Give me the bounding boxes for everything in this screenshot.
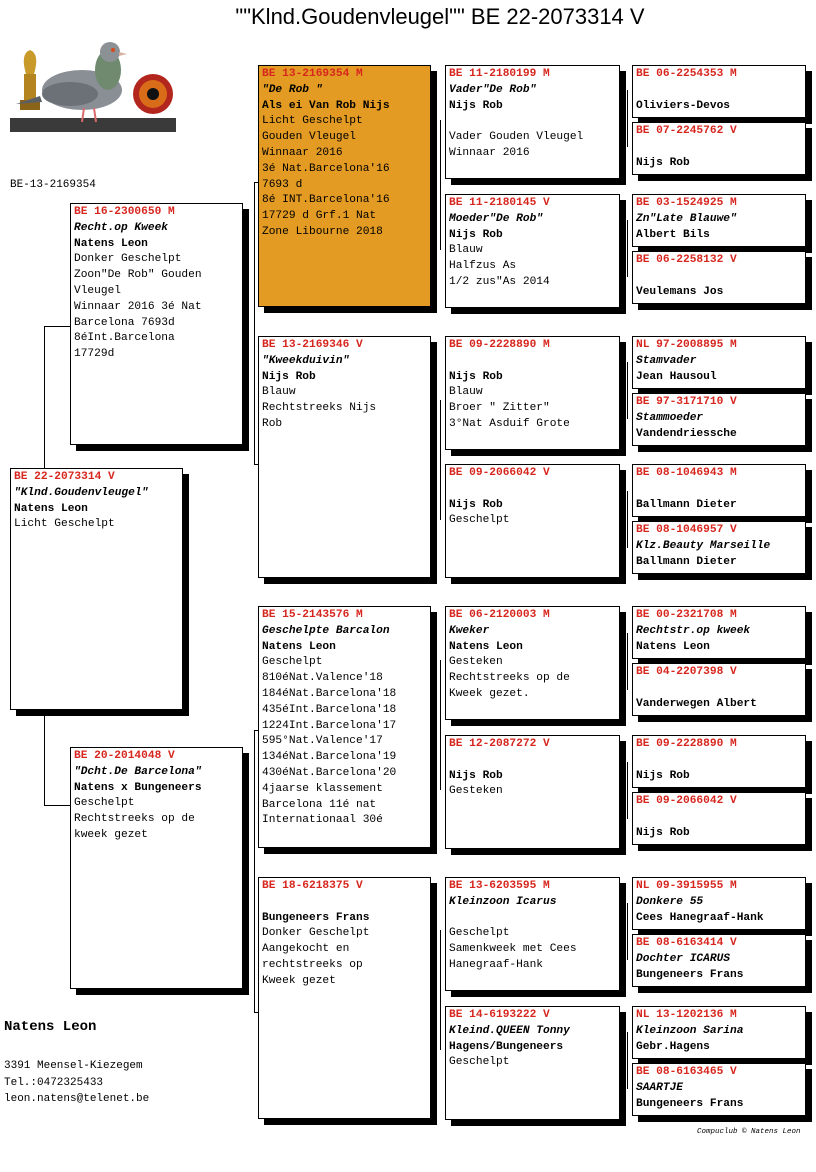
pedigree-card-sire[interactable] (70, 203, 243, 445)
breeder-name: Oliviers-Devos (636, 99, 730, 112)
connector-line (44, 326, 45, 469)
ring-number: BE 08-1046943 M (636, 467, 737, 479)
blank-line (449, 753, 616, 769)
ring-number: NL 97-2008895 M (636, 339, 737, 351)
info-line: Geschelpt (449, 927, 510, 940)
info-line: 17729 d Grf.1 Nat (262, 210, 377, 223)
pigeon-name: Kleind.QUEEN Tonny (449, 1024, 570, 1037)
connector-line (627, 220, 628, 277)
info-line: Aangekocht en (262, 943, 350, 956)
ring-number: BE 14-6193222 V (449, 1009, 550, 1021)
breeder-name: Ballmann Dieter (636, 498, 737, 511)
pigeon-name: Stamvader (636, 354, 697, 367)
info-line: Vleugel (74, 284, 121, 297)
info-line: Blauw (449, 244, 483, 257)
pedigree-card-gen4[interactable] (632, 393, 806, 446)
connector-line (627, 633, 628, 690)
ring-number: BE 20-2014048 V (74, 750, 175, 762)
pedigree-card-gen3[interactable] (445, 464, 620, 578)
ring-number: BE 06-2254353 M (636, 68, 737, 80)
info-line: Geschelpt (262, 656, 323, 669)
pigeon-logo-icon (10, 14, 176, 132)
info-line: Winnaar 2016 3é Nat (74, 300, 202, 313)
info-line: 134éNat.Barcelona'19 (262, 751, 397, 764)
blank-line (636, 83, 802, 99)
pigeon-name: Geschelpte Barcalon (262, 624, 390, 637)
connector-line (440, 400, 441, 520)
info-line: 3é Nat.Barcelona'16 (262, 162, 390, 175)
pedigree-card-gen3[interactable] (445, 877, 620, 991)
ring-number: BE 09-2228890 M (636, 738, 737, 750)
info-line: 435éInt.Barcelona'18 (262, 703, 397, 716)
ring-number: BE 09-2066042 V (449, 467, 550, 479)
owner-name: Natens Leon (4, 1019, 97, 1035)
info-line: Blauw (262, 386, 296, 399)
info-line: rechtstreeks op (262, 958, 363, 971)
pedigree-card-dam-dam[interactable] (258, 877, 431, 1119)
breeder-name: Nijs Rob (262, 370, 316, 383)
blank-line (636, 269, 802, 285)
ring-number: BE 03-1524925 M (636, 197, 737, 209)
ring-number: BE 08-6163414 V (636, 937, 737, 949)
pedigree-card-gen3[interactable] (445, 606, 620, 720)
info-line: Rechtstreeks Nijs (262, 402, 377, 415)
pedigree-card-gen3[interactable] (445, 735, 620, 849)
breeder-name: Natens Leon (74, 237, 148, 250)
info-line: Gouden Vleugel (262, 131, 356, 144)
breeder-name: Albert Bils (636, 228, 710, 241)
blank-line (636, 753, 802, 769)
pedigree-card-gen3[interactable] (445, 65, 620, 179)
ring-number: BE 11-2180199 M (449, 68, 550, 80)
info-line: Donker Geschelpt (262, 927, 370, 940)
ring-number: BE 22-2073314 V (14, 471, 115, 483)
info-line: Gesteken (449, 785, 503, 798)
ring-number: BE 09-2066042 V (636, 795, 737, 807)
breeder-name: Natens x Bungeneers (74, 781, 202, 794)
breeder-name: Nijs Rob (449, 769, 503, 782)
breeder-name: Natens Leon (449, 640, 523, 653)
ring-number: BE 15-2143576 M (262, 609, 363, 621)
breeder-name: Vandendriessche (636, 427, 737, 440)
breeder-name: Jean Hausoul (636, 370, 717, 383)
info-line: kweek gezet (74, 828, 148, 841)
pedigree-card-gen4[interactable] (632, 194, 806, 247)
pigeon-name: Moeder"De Rob" (449, 212, 543, 225)
info-line: Geschelpt (449, 1056, 510, 1069)
info-line: Gesteken (449, 656, 503, 669)
info-line: Kweek gezet (262, 974, 336, 987)
pedigree-card-sire-dam[interactable] (258, 336, 431, 578)
breeder-name: Nijs Rob (636, 769, 690, 782)
info-line: Blauw (449, 386, 483, 399)
pigeon-name: Stammoeder (636, 411, 704, 424)
info-line: Samenkweek met Cees (449, 943, 577, 956)
breeder-name: Als ei Van Rob Nijs (262, 99, 390, 112)
pigeon-name: Recht.op Kweek (74, 221, 168, 234)
ring-number: BE 00-2321708 M (636, 609, 737, 621)
info-line: Licht Geschelpt (262, 115, 363, 128)
ring-number: BE 04-2207398 V (636, 666, 737, 678)
pigeon-name: "De Rob " (262, 83, 323, 96)
breeder-name: Nijs Rob (449, 370, 503, 383)
breeder-name: Hagens/Bungeneers (449, 1040, 564, 1053)
info-line: Winnaar 2016 (262, 146, 343, 159)
breeder-name: Natens Leon (14, 502, 88, 515)
info-line: 595°Nat.Valence'17 (262, 735, 383, 748)
pedigree-card-dam-sire[interactable] (258, 606, 431, 848)
info-line: 810éNat.Valence'18 (262, 672, 383, 685)
breeder-name: Bungeneers Frans (636, 968, 744, 981)
ring-number: BE 08-6163465 V (636, 1066, 737, 1078)
info-line: Rechtstreeks op de (449, 672, 570, 685)
pigeon-name: Zn"Late Blauwe" (636, 212, 737, 225)
ring-number: BE 09-2228890 M (449, 339, 550, 351)
pigeon-name: "Klnd.Goudenvleugel" (14, 486, 149, 499)
pedigree-card-gen4[interactable] (632, 65, 806, 118)
connector-line (627, 762, 628, 819)
blank-line (262, 895, 427, 911)
info-line: 8éInt.Barcelona (74, 332, 175, 345)
pedigree-card-gen4[interactable] (632, 1006, 806, 1059)
pedigree-card-gen4[interactable] (632, 606, 806, 659)
pedigree-card-gen4[interactable] (632, 464, 806, 517)
connector-line (44, 326, 70, 327)
pigeon-name: Vader"De Rob" (449, 83, 537, 96)
breeder-name: Natens Leon (262, 640, 336, 653)
connector-line (627, 903, 628, 960)
info-line: 1/2 zus"As 2014 (449, 275, 550, 288)
info-line: Internationaal 30é (262, 814, 383, 827)
pedigree-card-gen4[interactable] (632, 521, 806, 574)
pigeon-name: SAARTJE (636, 1081, 683, 1094)
pedigree-card-gen4[interactable] (632, 1063, 806, 1116)
pedigree-card-gen3[interactable] (445, 336, 620, 450)
blank-line (636, 482, 802, 498)
ring-number: BE 16-2300650 M (74, 206, 175, 218)
ring-number: BE 13-6203595 M (449, 880, 550, 892)
pigeon-name: Kweker (449, 624, 490, 637)
blank-line (636, 140, 802, 156)
connector-line (254, 730, 255, 1012)
connector-line (440, 930, 441, 1050)
ring-number: BE 06-2120003 M (449, 609, 550, 621)
ring-number: BE 97-3171710 V (636, 396, 737, 408)
owner-address: 3391 Meensel-Kiezegem (4, 1060, 143, 1072)
blank-line (636, 810, 802, 826)
connector-line (44, 710, 45, 805)
info-line: 17729d (74, 348, 115, 361)
info-line: Licht Geschelpt (14, 518, 115, 531)
blank-line (449, 911, 616, 927)
breeder-name: Cees Hanegraaf-Hank (636, 911, 764, 924)
owner-email[interactable]: leon.natens@telenet.be (4, 1093, 150, 1105)
info-line: Winnaar 2016 (449, 146, 530, 159)
ring-number: NL 13-1202136 M (636, 1009, 737, 1021)
info-line: 7693 d (262, 178, 303, 191)
pedigree-card-gen3[interactable] (445, 194, 620, 308)
info-line: Vader Gouden Vleugel (449, 131, 584, 144)
blank-line (449, 114, 616, 130)
pedigree-card-gen3[interactable] (445, 1006, 620, 1120)
info-line: Zoon"De Rob" Gouden (74, 269, 202, 282)
breeder-name: Nijs Rob (449, 498, 503, 511)
info-line: 430éNat.Barcelona'20 (262, 766, 397, 779)
ring-number: BE 07-2245762 V (636, 125, 737, 137)
info-line: Hanegraaf-Hank (449, 958, 543, 971)
pigeon-name: Dochter ICARUS (636, 952, 730, 965)
connector-line (440, 120, 441, 250)
pigeon-name: Kleinzoon Sarina (636, 1024, 744, 1037)
info-line: 4jaarse klassement (262, 782, 383, 795)
breeder-logo (10, 14, 176, 132)
pedigree-card-gen4[interactable] (632, 663, 806, 716)
ring-number: BE 11-2180145 V (449, 197, 550, 209)
info-line: Barcelona 7693d (74, 316, 175, 329)
ring-number: NL 09-3915955 M (636, 880, 737, 892)
info-line: Donker Geschelpt (74, 253, 182, 266)
info-line: Rob (262, 417, 283, 430)
pedigree-card-gen4[interactable] (632, 934, 806, 987)
pigeon-name: Kleinzoon Icarus (449, 895, 557, 908)
breeder-name: Nijs Rob (449, 99, 503, 112)
ring-number: BE 08-1046957 V (636, 524, 737, 536)
reference-ring: BE-13-2169354 (10, 179, 96, 191)
info-line: Halfzus As (449, 260, 517, 273)
info-line: Geschelpt (449, 514, 510, 527)
breeder-name: Vanderwegen Albert (636, 697, 757, 710)
breeder-name: Natens Leon (636, 640, 710, 653)
breeder-name: Bungeneers Frans (636, 1097, 744, 1110)
info-line: Zone Libourne 2018 (262, 225, 383, 238)
breeder-name: Gebr.Hagens (636, 1040, 710, 1053)
pedigree-card-gen4[interactable] (632, 792, 806, 845)
info-line: 184éNat.Barcelona'18 (262, 687, 397, 700)
breeder-name: Nijs Rob (636, 156, 690, 169)
pedigree-card-dam[interactable] (70, 747, 243, 989)
pigeon-name: "Dcht.De Barcelona" (74, 765, 202, 778)
ring-number: BE 13-2169354 M (262, 68, 363, 80)
breeder-name: Bungeneers Frans (262, 911, 370, 924)
ring-number: BE 12-2087272 V (449, 738, 550, 750)
page-title: ""Klnd.Goudenvleugel"" BE 22-2073314 V (235, 4, 645, 29)
connector-line (254, 182, 255, 464)
pedigree-card-gen4[interactable] (632, 251, 806, 304)
pigeon-name: Klz.Beauty Marseille (636, 539, 771, 552)
connector-line (440, 660, 441, 790)
breeder-name: Nijs Rob (636, 826, 690, 839)
owner-phone: Tel.:0472325433 (4, 1077, 104, 1089)
connector-line (627, 491, 628, 548)
info-line: Barcelona 11é nat (262, 798, 377, 811)
info-line: 3°Nat Asduif Grote (449, 417, 570, 430)
pedigree-card-gen4[interactable] (632, 336, 806, 389)
pedigree-card-gen4[interactable] (632, 877, 806, 930)
pigeon-name: "Kweekduivin" (262, 354, 350, 367)
blank-line (636, 681, 802, 697)
pigeon-name: Rechtstr.op kweek (636, 624, 751, 637)
blank-line (449, 482, 616, 498)
pedigree-card-subject[interactable] (10, 468, 183, 710)
info-line: 1224Int.Barcelona'17 (262, 719, 397, 732)
pedigree-card-gen4[interactable] (632, 122, 806, 175)
info-line: Kweek gezet. (449, 687, 530, 700)
breeder-name: Ballmann Dieter (636, 555, 737, 568)
connector-line (627, 90, 628, 147)
credit-line: Compuclub © Natens Leon (697, 1128, 801, 1136)
ring-number: BE 13-2169346 V (262, 339, 363, 351)
blank-line (449, 354, 616, 370)
breeder-name: Nijs Rob (449, 228, 503, 241)
info-line: Geschelpt (74, 797, 135, 810)
connector-line (44, 805, 70, 806)
ring-number: BE 06-2258132 V (636, 254, 737, 266)
pigeon-name: Donkere 55 (636, 895, 704, 908)
connector-line (627, 362, 628, 419)
info-line: Broer " Zitter" (449, 402, 550, 415)
connector-line (627, 1032, 628, 1089)
pedigree-card-gen4[interactable] (632, 735, 806, 788)
pedigree-card-sire-sire[interactable] (258, 65, 431, 307)
info-line: Rechtstreeks op de (74, 813, 195, 826)
breeder-name: Veulemans Jos (636, 285, 724, 298)
info-line: 8é INT.Barcelona'16 (262, 194, 390, 207)
ring-number: BE 18-6218375 V (262, 880, 363, 892)
